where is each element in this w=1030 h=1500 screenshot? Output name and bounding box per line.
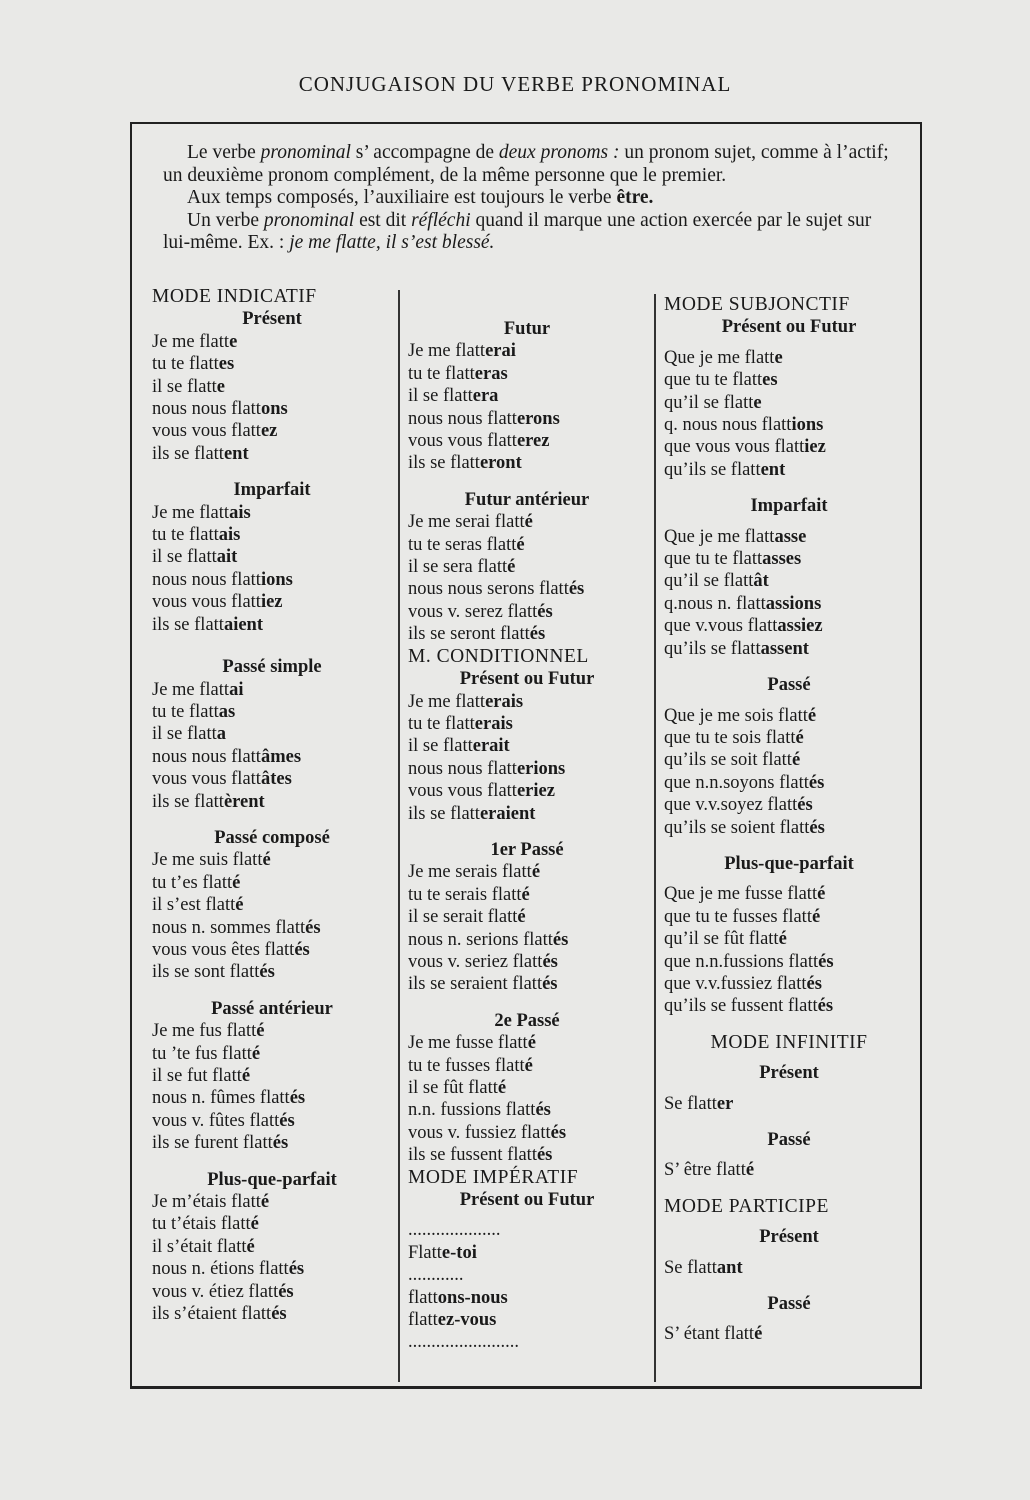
mode-heading: M. CONDITIONNEL [408, 645, 589, 667]
conjugation-line: il s’était flatté [152, 1236, 255, 1257]
conjugation-line: Se flattant [664, 1257, 743, 1278]
conjugation-block [152, 1020, 392, 1154]
conjugation-line: ils se flatteront [408, 453, 522, 474]
intro-text [163, 142, 903, 255]
conjugation-line: tu te flattas [152, 701, 236, 722]
conjugation-line: vous v. fussiez flattés [408, 1122, 567, 1143]
conjugation-block [152, 331, 392, 465]
conjugation-line: Que je me fusse flatté [664, 884, 826, 905]
conjugation-line: qu’ils se soient flattés [664, 817, 825, 838]
conjugation-line: qu’ils se flattassent [664, 638, 809, 659]
conjugation-line: vous vous êtes flattés [152, 939, 310, 960]
conjugation-block [664, 705, 914, 839]
conjugation-block [152, 849, 392, 983]
conjugation-line: nous nous serons flattés [408, 579, 585, 600]
conjugation-line: tu te flattais [152, 525, 241, 546]
conjugation-line: nous n. fûmes flattés [152, 1088, 306, 1109]
conjugation-line: vous vous flatterez [408, 431, 550, 452]
conjugation-line: il se flatte [152, 376, 225, 397]
conjugation-line: vous vous flatteriez [408, 781, 555, 802]
conjugation-block [664, 347, 914, 481]
conjugation-line: vous vous flattiez [152, 592, 283, 613]
conjugation-line: Que je me flattasse [664, 526, 807, 547]
tense-heading: 2e Passé [494, 1010, 560, 1031]
intro-paragraph-2: Aux temps composés, l’auxiliaire est toujours le verbe être. [187, 187, 654, 208]
conjugation-line: ........................ [408, 1332, 519, 1353]
tense-heading: Passé antérieur [211, 998, 333, 1019]
conjugation-line: il se serait flatté [408, 907, 526, 928]
tense-heading: Passé [767, 675, 811, 696]
conjugation-line: que n.n.fussions flattés [664, 951, 834, 972]
conjugation-block [408, 691, 646, 825]
conjugation-line: Que je me flatte [664, 347, 783, 368]
tense-heading: Imparfait [233, 480, 311, 501]
conjugation-line: Je me serai flatté [408, 512, 533, 533]
conjugation-line: tu ’te fus flatté [152, 1043, 261, 1064]
conjugation-line: Je me fusse flatté [408, 1033, 536, 1054]
conjugation-line: tu te fusses flatté [408, 1055, 533, 1076]
conjugation-line: vous v. fûtes flattés [152, 1110, 295, 1131]
column-divider-1 [398, 290, 400, 1382]
conjugation-line: S’ étant flatté [664, 1324, 763, 1345]
conjugation-line: vous v. seriez flattés [408, 951, 558, 972]
conjugation-line: nous nous flatterions [408, 758, 566, 779]
conjugation-block [664, 526, 914, 660]
conjugation-line: flattons-nous [408, 1287, 508, 1308]
conjugation-block [408, 511, 646, 645]
conjugation-line: que tu te flattasses [664, 549, 802, 570]
conjugation-line: Je me fus flatté [152, 1021, 265, 1042]
conjugation-line: S’ être flatté [664, 1160, 755, 1181]
tense-heading: Présent ou Futur [721, 317, 857, 338]
conjugation-line: Je me flattais [152, 502, 251, 523]
conjugation-line: q.nous n. flattassions [664, 593, 822, 614]
conjugation-line: ............ [408, 1265, 464, 1286]
tense-heading: Présent [759, 1063, 819, 1084]
conjugation-line: .................... [408, 1220, 501, 1241]
mode-heading: MODE INFINITIF [710, 1031, 868, 1053]
conjugation-line: Je me suis flatté [152, 850, 271, 871]
conjugation-line: qu’ils se fussent flattés [664, 996, 834, 1017]
tense-heading: Passé [767, 1294, 811, 1315]
conjugation-line: ils se flattaient [152, 614, 263, 635]
tense-heading: Plus-que-parfait [207, 1169, 337, 1190]
conjugation-line: vous vous flattâtes [152, 769, 292, 790]
conjugation-block [664, 883, 914, 1017]
conjugation-line: ils se flattent [152, 443, 249, 464]
tense-heading: Présent ou Futur [459, 1190, 595, 1211]
conjugation-line: ils se seraient flattés [408, 974, 558, 995]
conjugation-line: nous n. sommes flattés [152, 917, 321, 938]
column-futur-conditionnel [408, 318, 646, 1354]
tense-heading: Passé [767, 1130, 811, 1150]
conjugation-line: il se flattait [152, 547, 238, 568]
conjugation-line: nous nous flatterons [408, 408, 560, 429]
conjugation-block [664, 1323, 914, 1345]
conjugation-line: tu te seras flatté [408, 534, 525, 555]
conjugation-block [152, 1191, 392, 1325]
conjugation-line: que n.n.soyons flattés [664, 772, 825, 793]
conjugation-line: tu te flatteras [408, 363, 508, 384]
conjugation-line: Flatte-toi [408, 1242, 477, 1263]
conjugation-line: Je me serais flatté [408, 862, 541, 883]
conjugation-block [664, 1093, 914, 1115]
conjugation-line: tu te flattes [152, 354, 235, 375]
mode-heading: MODE IMPÉRATIF [408, 1166, 579, 1188]
conjugation-line: que v.vous flattassiez [664, 616, 823, 637]
conjugation-line: Je me flattai [152, 679, 244, 700]
conjugation-line: qu’ils se soit flatté [664, 750, 801, 771]
conjugation-line: Je me flatte [152, 331, 238, 352]
mode-heading: MODE INDICATIF [152, 286, 317, 307]
conjugation-line: que v.v.soyez flattés [664, 795, 813, 816]
conjugation-line: tu t’es flatté [152, 872, 241, 893]
conjugation-line: nous nous flattons [152, 399, 288, 420]
tense-heading: Futur [503, 319, 551, 339]
conjugation-block [408, 861, 646, 995]
conjugation-line: ils se flattèrent [152, 791, 265, 812]
tense-heading: Futur antérieur [464, 489, 590, 510]
conjugation-line: ils se furent flattés [152, 1133, 289, 1154]
conjugation-line: tu t’étais flatté [152, 1214, 259, 1235]
page-title: CONJUGAISON DU VERBE PRONOMINAL [298, 72, 732, 96]
tense-heading: Présent ou Futur [459, 669, 595, 690]
conjugation-line: qu’il se flattât [664, 571, 769, 592]
tense-heading: Plus-que-parfait [724, 853, 854, 874]
intro-paragraph-3: Un verbe pronominal est dit réfléchi quand il marque une action exercée par le sujet sur lui-même. Ex. : je me flatte, il s’est blessé. [163, 209, 872, 253]
conjugation-line: ils se sont flattés [152, 962, 275, 983]
mode-heading: MODE SUBJONCTIF [664, 294, 850, 315]
conjugation-line: ils se fussent flattés [408, 1145, 553, 1166]
conjugation-line: tu te serais flatté [408, 884, 530, 905]
intro-paragraph-1: Le verbe pronominal s’ accompagne de deux pronoms : un pronom sujet, comme à l’actif; un deuxième pronom complément, de la même personne que le premier. [163, 142, 889, 186]
conjugation-line: que tu te sois flatté [664, 727, 804, 748]
tense-heading: 1er Passé [490, 839, 564, 860]
conjugation-line: nous nous flattâmes [152, 746, 302, 767]
conjugation-line: que vous vous flattiez [664, 437, 826, 458]
column-divider-2 [654, 294, 656, 1382]
conjugation-line: Se flatter [664, 1093, 734, 1114]
conjugation-block [664, 1257, 914, 1279]
conjugation-line: qu’ils se flattent [664, 459, 786, 480]
conjugation-line: qu’il se fût flatté [664, 929, 787, 950]
conjugation-block [408, 1032, 646, 1166]
tense-heading: Passé composé [214, 827, 330, 848]
conjugation-line: il se flatta [152, 724, 226, 745]
conjugation-line: ils s’étaient flattés [152, 1304, 287, 1325]
conjugation-line: vous vous flattez [152, 421, 278, 442]
conjugation-line: qu’il se flatte [664, 392, 762, 413]
conjugation-line: nous nous flattions [152, 569, 293, 590]
conjugation-line: nous n. serions flattés [408, 929, 569, 950]
conjugation-line: ils se flatteraient [408, 803, 536, 824]
conjugation-block [152, 679, 392, 813]
conjugation-block [408, 1219, 646, 1353]
conjugation-line: vous v. serez flattés [408, 601, 553, 622]
column-subjonctif [664, 294, 914, 1346]
conjugation-line: il se fut flatté [152, 1066, 251, 1086]
mode-heading: MODE PARTICIPE [664, 1195, 829, 1217]
conjugation-line: que tu te fusses flatté [664, 906, 821, 927]
conjugation-line: ils se seront flattés [408, 624, 546, 645]
tense-heading: Présent [242, 309, 302, 330]
conjugation-line: vous v. étiez flattés [152, 1281, 294, 1302]
conjugation-line: nous n. étions flattés [152, 1259, 305, 1280]
conjugation-line: q. nous nous flattions [664, 415, 824, 436]
conjugation-block [664, 1159, 914, 1181]
conjugation-line: Que je me sois flatté [664, 705, 817, 726]
conjugation-line: il se flattera [408, 386, 499, 407]
conjugation-block [408, 340, 646, 474]
conjugation-line: Je m’étais flatté [152, 1192, 270, 1213]
conjugation-line: Je me flatterais [408, 691, 524, 712]
conjugation-line: Je me flatterai [408, 341, 516, 362]
tense-heading: Imparfait [750, 496, 828, 517]
conjugation-line: que tu te flattes [664, 370, 778, 391]
tense-heading: Passé simple [222, 657, 322, 678]
conjugation-line: n.n. fussions flattés [408, 1100, 551, 1121]
conjugation-line: il se sera flatté [408, 557, 516, 578]
conjugation-line: tu te flatterais [408, 713, 513, 734]
conjugation-block [152, 502, 392, 636]
conjugation-line: flattez-vous [408, 1310, 497, 1331]
tense-heading: Présent [759, 1227, 819, 1248]
conjugation-line: il s’est flatté [152, 895, 244, 916]
column-indicatif [152, 286, 392, 1325]
conjugation-line: il se fût flatté [408, 1078, 507, 1098]
conjugation-line: que v.v.fussiez flattés [664, 973, 822, 994]
conjugation-line: il se flatterait [408, 736, 510, 757]
